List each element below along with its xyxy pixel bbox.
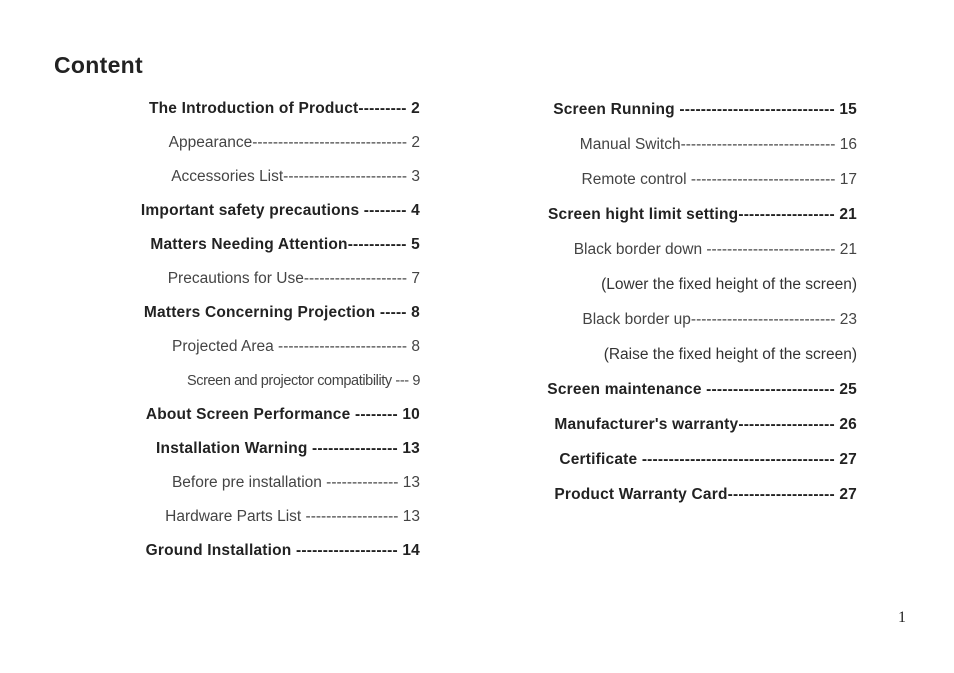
toc-right-column	[500, 92, 857, 512]
toc-entry[interactable]: Screen hight limit setting------------------ 21	[547, 205, 857, 223]
toc-entry[interactable]: Installation Warning ---------------- 13	[156, 440, 420, 457]
toc-entry[interactable]: Matters Needing Attention----------- 5	[150, 236, 420, 253]
toc-entry[interactable]: Remote control ---------------------------- 17	[581, 170, 857, 188]
toc-entry[interactable]: Important safety precautions -------- 4	[140, 202, 420, 219]
toc-entry[interactable]: Accessories List------------------------ 3	[171, 168, 420, 185]
toc-note: (Raise the fixed height of the screen)	[603, 345, 857, 363]
toc-entry[interactable]: Projected Area ------------------------- 8	[172, 338, 420, 355]
toc-left-column	[100, 92, 420, 568]
toc-entry[interactable]: Matters Concerning Projection ----- 8	[143, 304, 420, 321]
toc-entry[interactable]: Before pre installation -------------- 13	[171, 474, 420, 491]
toc-entry[interactable]: Manual Switch------------------------------ 16	[579, 135, 857, 153]
toc-entry[interactable]: Screen Running ----------------------------- 15	[553, 100, 857, 118]
toc-note: (Lower the fixed height of the screen)	[601, 275, 857, 293]
page-number: 1	[898, 609, 906, 626]
toc-entry[interactable]: About Screen Performance -------- 10	[145, 406, 420, 423]
page-title: Content	[54, 52, 143, 78]
toc-entry[interactable]: Product Warranty Card-------------------- 27	[554, 485, 857, 503]
toc-entry[interactable]: Appearance------------------------------ 2	[168, 134, 420, 151]
toc-entry[interactable]: Black border down ------------------------- 21	[573, 240, 857, 258]
toc-entry[interactable]: The Introduction of Product--------- 2	[148, 100, 420, 117]
toc-entry[interactable]: Hardware Parts List ------------------ 13	[165, 508, 420, 525]
toc-entry[interactable]: Manufacturer's warranty------------------ 26	[554, 415, 857, 433]
toc-entry[interactable]: Black border up---------------------------- 23	[582, 310, 857, 328]
toc-entry[interactable]: Screen and projector compatibility --- 9	[186, 373, 420, 389]
toc-entry[interactable]: Screen maintenance ------------------------ 25	[547, 380, 857, 398]
toc-entry[interactable]: Ground Installation ------------------- 14	[145, 542, 420, 559]
toc-entry[interactable]: Precautions for Use-------------------- 7	[167, 270, 420, 287]
toc-entry[interactable]: Certificate ------------------------------------ 27	[559, 450, 857, 468]
